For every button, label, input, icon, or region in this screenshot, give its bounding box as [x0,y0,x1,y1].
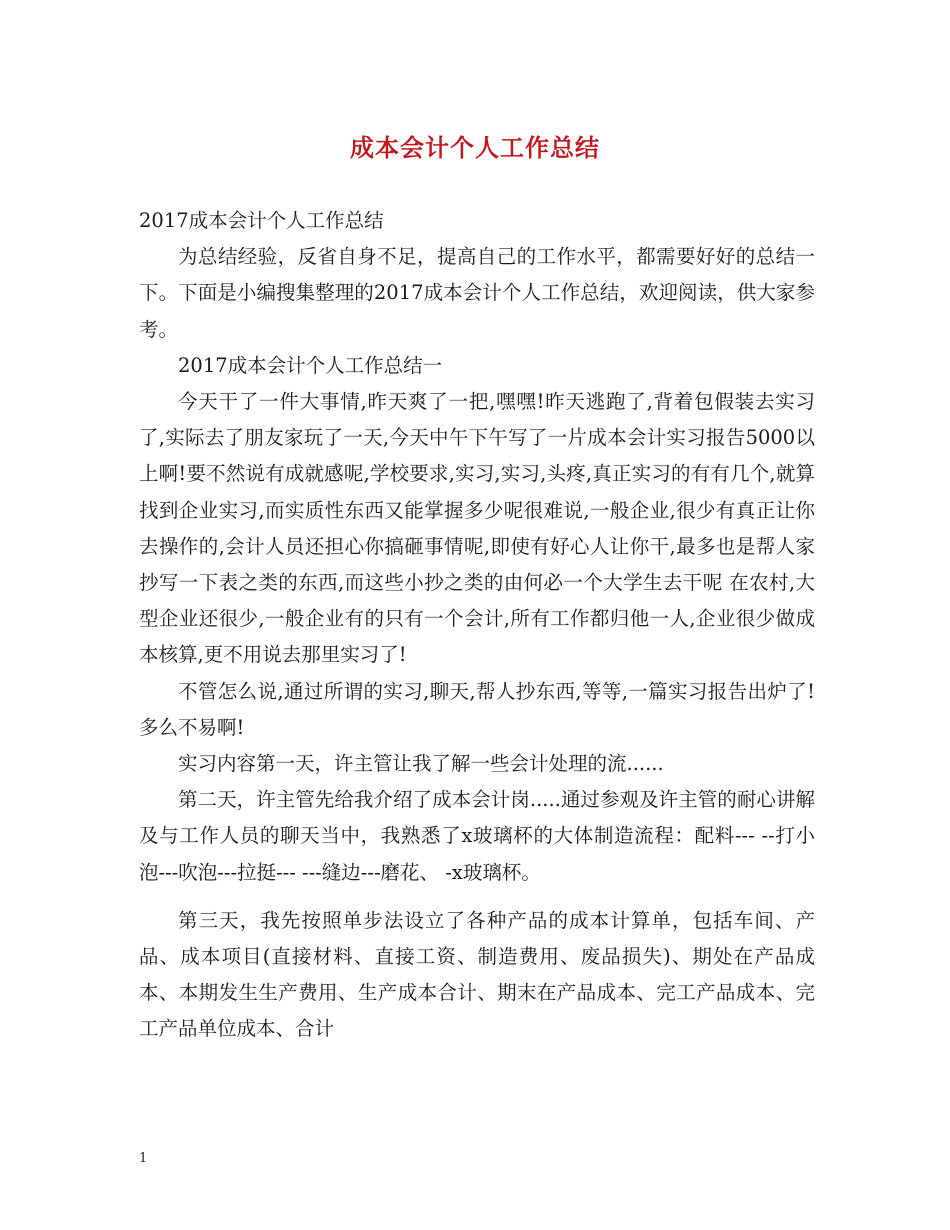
paragraph-day-three: 第三天，我先按照单步法设立了各种产品的成本计算单，包括车间、产品、成本项目(直接材料、直接工资、制造费用、废品损失)、期处在产品成本、本期发生生产费用、生产成本合计、期末在产品成本、完工产品成本、完工产品单位成本、合计 [139,908,815,1041]
page-number: 1 [139,1151,148,1166]
document-body [139,203,815,1048]
paragraph-day-one: 实习内容第一天，许主管让我了解一些会计处理的流...... [178,752,664,776]
document-title: 成本会计个人工作总结 [350,133,600,162]
paragraph-story: 今天干了一件大事情,昨天爽了一把,嘿嘿!昨天逃跑了,背着包假装去实习了,实际去了朋友家玩了一天,今天中午下午写了一片成本会计实习报告5000以上啊!要不然说有成就感呢,学校要求,实习,实习,头疼,真正实习的有有几个,就算找到企业实习,而实质性东西又能掌握多少呢很难说,一般企业,很少有真正让你去操作的,会计人员还担心你搞砸事情呢,即使有好心人让你干,最多也是帮人家抄写一下表之类的东西,而这些小抄之类的由何必一个大学生去干呢 在农村,大型企业还很少,一般企业有的只有一个会计,所有工作都归他一人,企业很少做成本核算,更不用说去那里实习了! [139,390,815,667]
paragraph-day-two: 第二天，许主管先给我介绍了成本会计岗.....通过参观及许主管的耐心讲解及与工作人员的聊天当中，我熟悉了x玻璃杯的大体制造流程：配料--- --打小泡---吹泡---拉挺--- ---缝边---磨花、 -x玻璃杯。 [139,788,815,884]
paragraph-subheading: 2017成本会计个人工作总结一 [178,353,443,377]
paragraph-intro: 为总结经验，反省自身不足，提高自己的工作水平，都需要好好的总结一下。下面是小编搜集整理的2017成本会计个人工作总结，欢迎阅读，供大家参考。 [139,245,815,341]
paragraph-report: 不管怎么说,通过所谓的实习,聊天,帮人抄东西,等等,一篇实习报告出炉了!多么不易啊! [139,679,815,739]
paragraph-heading: 2017成本会计个人工作总结 [139,209,384,232]
